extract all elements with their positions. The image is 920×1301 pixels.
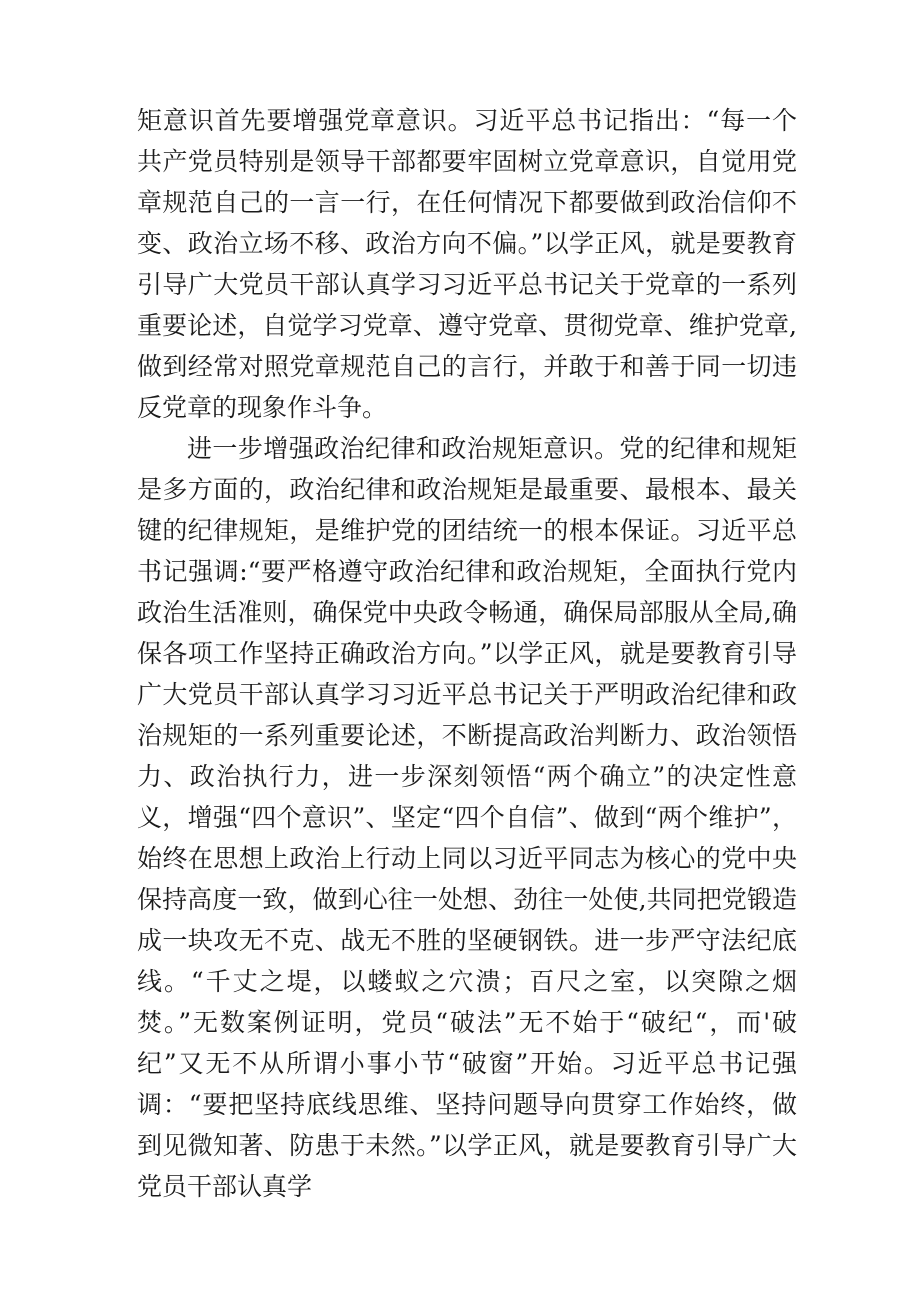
paragraph-party-constitution: 矩意识首先要增强党章意识。习近平总书记指出：“每一个共产党员特别是领导干部都要牢固树立党章意识，自觉用党章规范自己的一言一行，在任何情况下都要做到政治信仰不变、政治立场不移、政治方向不偏。”以学正风，就是要教育引导广大党员干部认真学习习近平总书记关于党章的一系列重要论述，自觉学习党章、遵守党章、贯彻党章、维护党章,做到经常对照党章规范自己的言行，并敢于和善于同一切违反党章的现象作斗争。 bbox=[137, 106, 797, 422]
body-text bbox=[137, 100, 797, 1207]
paragraph-political-discipline: 进一步增强政治纪律和政治规矩意识。党的纪律和规矩是多方面的，政治纪律和政治规矩是最重要、最根本、最关键的纪律规矩，是维护党的团结统一的根本保证。习近平总书记强调:“要严格遵守政治纪律和政治规矩，全面执行党内政治生活准则，确保党中央政令畅通，确保局部服从全局,确保各项工作坚持正确政治方向。”以学正风，就是要教育引导广大党员干部认真学习习近平总书记关于严明政治纪律和政治规矩的一系列重要论述，不断提高政治判断力、政治领悟力、政治执行力，进一步深刻领悟“两个确立”的决定性意义，增强“四个意识”、坚定“四个自信”、做到“两个维护”，始终在思想上政治上行动上同以习近平同志为核心的党中央保持高度一致，做到心往一处想、劲往一处使,共同把党锻造成一块攻无不克、战无不胜的坚硬钢铁。进一步严守法纪底线。“千丈之堤，以蝼蚁之穴溃；百尺之室，以突隙之烟焚。”无数案例证明，党员“破法”无不始于“破纪“，而'破纪”又无不从所谓小事小节“破窗”开始。习近平总书记强调：“要把坚持底线思维、坚持问题导向贯穿工作始终，做到见微知著、防患于未然。”以学正风，就是要教育引导广大党员干部认真学 bbox=[137, 434, 797, 1201]
